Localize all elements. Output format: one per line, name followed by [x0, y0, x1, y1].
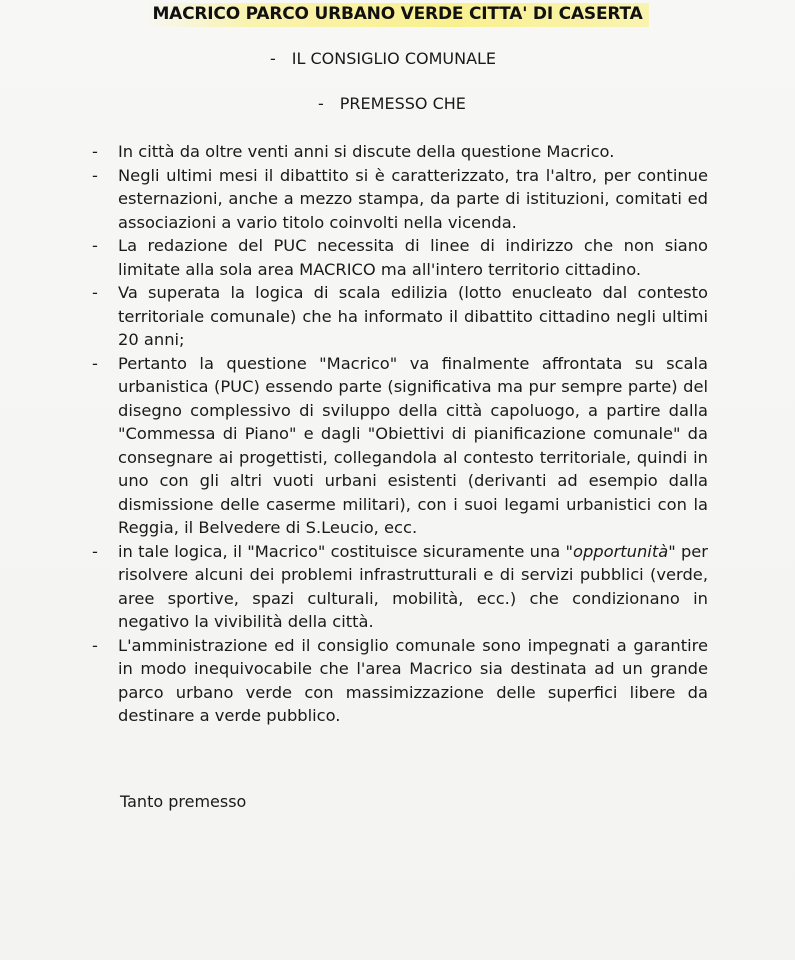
- list-item-text: Pertanto la questione "Macrico" va finalmente affrontata su scala urbanistica (PUC) essendo parte (significativa ma pur sempre parte) del disegno complessivo di sviluppo della città capoluogo, a partire dalla "Commessa di Piano" e dagli "Obiettivi di pianificazione comunale" da consegnare ai progettisti, collegandola al contesto territoriale, quindi in uno con gli altri vuoti urbani esistenti (derivanti ad esempio dalla dismissione delle caserme militari), con i suoi legami urbanistici con la Reggia, il Belvedere di S.Leucio, ecc.: [118, 353, 708, 537]
- list-item: [92, 234, 708, 281]
- list-item-text: In città da oltre venti anni si discute della questione Macrico.: [118, 142, 615, 161]
- heading-premesso-che: [318, 94, 466, 113]
- list-item: [92, 281, 708, 352]
- list-bullet: -: [92, 541, 98, 561]
- premises-list: [92, 140, 708, 728]
- list-item-text: Va superata la logica di scala edilizia (lotto enucleato dal contesto territoriale comunale) che ha informato il dibattito cittadino negli ultimi 20 anni;: [118, 283, 708, 349]
- heading-text: PREMESSO CHE: [339, 94, 466, 113]
- list-bullet: -: [92, 283, 98, 302]
- list-bullet: -: [92, 236, 98, 255]
- list-bullet: -: [92, 635, 98, 655]
- heading-consiglio-comunale: [270, 49, 496, 68]
- list-bullet: -: [92, 165, 98, 185]
- list-item-text-before: in tale logica, il "Macrico" costituisce sicuramente una ": [118, 541, 573, 561]
- list-item: [92, 540, 708, 634]
- list-item: [92, 140, 708, 164]
- list-item-text-after: " per risolvere alcuni dei problemi infrastrutturali e di servizi pubblici (verde, aree sportive, spazi culturali, mobilità, ecc.) che condizionano in negativo la vivibilità della città.: [118, 541, 708, 631]
- list-item-text: Negli ultimi mesi il dibattito si è caratterizzato, tra l'altro, per continue esternazioni, anche a mezzo stampa, da parte di istituzioni, comitati ed associazioni a vario titolo coinvolti nella vicenda.: [118, 165, 708, 232]
- list-item-text-italic: opportunità: [573, 541, 669, 561]
- list-item-text: L'amministrazione ed il consiglio comunale sono impegnati a garantire in modo inequivocabile che l'area Macrico sia destinata ad un grande parco urbano verde con massimizzazione delle superfici libere da destinare a verde pubblico.: [118, 635, 708, 725]
- list-item-text: La redazione del PUC necessita di linee di indirizzo che non siano limitate alla sola area MACRICO ma all'intero territorio cittadino.: [118, 236, 708, 279]
- title-container: [0, 3, 795, 27]
- heading-bullet: -: [270, 49, 276, 68]
- document-title: MACRICO PARCO URBANO VERDE CITTA' DI CASERTA: [146, 3, 648, 27]
- closing-text: Tanto premesso: [120, 792, 247, 811]
- list-item: [92, 164, 708, 235]
- list-bullet: -: [92, 142, 98, 161]
- heading-bullet: -: [318, 94, 324, 113]
- heading-text: IL CONSIGLIO COMUNALE: [291, 49, 497, 68]
- list-bullet: -: [92, 353, 98, 373]
- list-item: [92, 352, 708, 540]
- list-item: [92, 634, 708, 728]
